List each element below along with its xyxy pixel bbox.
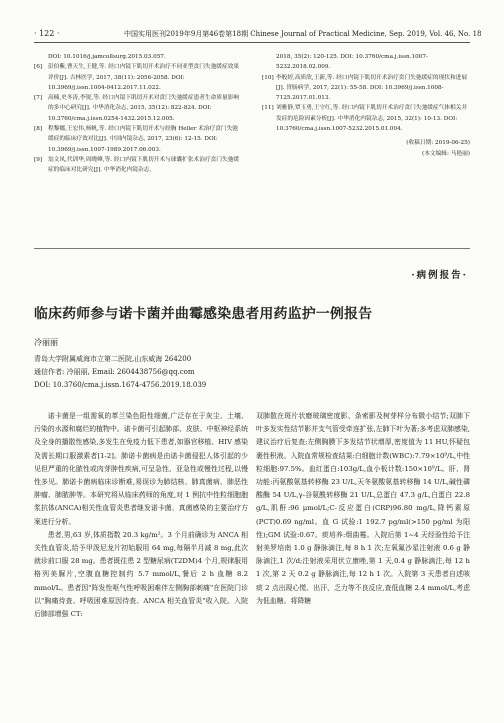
reference-item bbox=[34, 124, 242, 155]
doi: DOI: 10.3760/cma.j.issn.1674-4756.2019.18.039 bbox=[34, 381, 207, 389]
reference-text: 彭伯紫,曹天生,王健,等. 经口内镜下肌切开术治疗不同亚型贲门失弛缓症效果评价[J]. 吉林医学, 2017, 38(11): 2056-2058. DOI: 10.3969/j.issn.1004-0412.2017.11.022. bbox=[48, 64, 240, 91]
reference-text: 程黎娜,王宏伟,杨帆,等. 经口内镜下肌切开术与经胸 Heller 术治疗贲门失弛缓症的临床疗效对比[J]. 中国内镜杂志, 2017, 23(6): 12-15. DOI: 10.3969/j.issn.1007-1989.2017.06.003. bbox=[48, 126, 238, 153]
reference-item bbox=[34, 52, 242, 62]
reference-continuation: 2018, 35(2): 120-125. DOI: 10.3760/cma.j.issn.1007-5232.2018.02.009. bbox=[276, 54, 428, 71]
page-number: · 122 · bbox=[34, 29, 60, 38]
body-paragraph: 诺卡菌是一组需氧的革兰染色阳性细菌,广泛存在于灰尘、土壤、污染的水源和腐烂的植物中。诺卡菌可引起肺部、皮肤、中枢神经系统及全身的播散性感染,多发生在免疫力低下患者,如器官移植、HIV 感染及需长期口服激素者[1-2]。肺诺卡菌病是由诺卡菌侵犯人体引起的少见但严重的化脓性或肉芽肿性疾病,可呈急性、亚急性或慢性过程,以慢性多见。肺诺卡菌病临床诊断难,易误诊为肺结核、肺真菌病、肺恶性肿瘤、肺脓肿等。本研究将从临床药师的角度,对 1 例抗中性粒细胞胞浆抗体(ANCA)相关性血管炎患者继发诺卡菌、真菌感染的主要治疗方案进行分析。 bbox=[34, 412, 248, 526]
section-divider bbox=[34, 248, 470, 249]
reference-number bbox=[34, 52, 48, 62]
reference-item bbox=[34, 155, 242, 176]
reference-item bbox=[262, 73, 470, 104]
article-meta bbox=[34, 353, 206, 392]
reference-text: 李般婷,高质欣,王新,等. 经口内镜下肌切开术治疗贲门失弛缓症的现状和进展[J]. 胃肠病学, 2017, 22(1): 55-58. DOI: 10.3969/j.issn.1008-7125.2017.01.013. bbox=[276, 74, 468, 102]
references-right-column bbox=[262, 52, 470, 159]
article-title: 临床药师参与诺卡菌并曲霉感染患者用药监护一例报告 bbox=[34, 306, 373, 322]
body-paragraph: 双肺散在斑片状磨玻璃密度影、条索影及树芽样分布微小结节;双肺下叶多发实性结节影并支气管受牵连扩张,左肺下叶为著;多考虑双肺感染,建议治疗后复查;左侧胸膜下多发结节状增厚,密度值为 11 HU,怀疑包裹性积液。入院血常规检查结果:白细胞计数(WBC):7.79×10⁹/L,中性粒细胞:97.5%。血红蛋白:103g/L,血小板计数:150×10⁹/L。肝、肾功能:丙氨酸氨基转移酶 23 U/L,天冬氨酸氨基转移酶 14 U/L,碱性磷酸酶 54 U/L,γ-谷氨酰转移酶 21 U/L,总蛋白 47.3 g/L,白蛋白 22.8 g/L,肌酐:96 μmol/L;C-反应蛋白(CRP)96.80 mg/L,降钙素原(PCT)0.69 ng/ml。血 G 试验:1 192.7 pg/ml(>150 pg/ml 为阳性);GM 试验:0.67。痰培养:烟曲霉。入院后第 1~4 天经验性给予注射美罗培南 1.0 g 静脉滴注,每 8 h 1 次;左氧氟沙星注射液 0.6 g 静脉滴注,1 次/d;注射液采用伏立康唑,第 1 天,0.4 g 静脉滴注,每 12 h 1 次,第 2 天 0.2 g 静脉滴注,每 12 h 1 次。入院第 3 天患者自述咳痰 2 点出现心慌、出汗、乏力等不良反应,查低血糖 2.4 mmol/L,考虑为低血糖。将降糖 bbox=[256, 412, 471, 605]
received-date: (收稿日期: 2019-06-25) bbox=[406, 140, 470, 147]
reference-item bbox=[34, 62, 242, 93]
references-left-column bbox=[34, 52, 242, 176]
reference-number: [10] bbox=[262, 74, 274, 81]
affiliation: 青岛大学附属威海市立第二医院,山东威海 264200 bbox=[34, 355, 192, 363]
reference-item bbox=[262, 103, 470, 134]
reference-item bbox=[34, 93, 242, 124]
column-name: ·病例报告· bbox=[411, 270, 468, 281]
reference-text: 刘雅静,覃玉勇,王守红,等. 经口内镜下肌切开术治疗贲门失弛缓症气体相关并发症的危险因素分析[J]. 中华消化内镜杂志, 2015, 32(1): 10-13. DOI: 10.3760/cma.j.issn.1007-5232.2015.01.004. bbox=[276, 105, 468, 133]
editor-note: (本文编辑: 马艳丽) bbox=[422, 150, 470, 157]
reference-number: [7] bbox=[34, 95, 43, 102]
reference-number: [6] bbox=[34, 64, 43, 71]
reference-text: 翁文凤,代训华,周晓峰,等. 经口内镜下肌切开术与球囊扩张术治疗贲门失弛缓症的临床对比研究[J]. 中华消化内镜杂志, bbox=[48, 156, 240, 174]
reference-text: DOI: 10.1016/j.jamcollsurg.2015.03.057. bbox=[48, 54, 166, 60]
journal-title: 中国实用医刊2019年9月第46卷第18期 Chinese Journal of Practical Medicine, Sep. 2019, Vol. 46, No. 18 bbox=[124, 30, 482, 38]
body-right-column bbox=[256, 410, 470, 608]
body-paragraph: 患者,男,63 岁,体质指数 20.3 kg/m²。3 个月前确诊为 ANCA 相关性血管炎,给予甲泼尼龙片初始服用 64 mg,每隔半月减 8 mg,此次就诊前口服 28 mg。患者既往患 2 型糖尿病(T2DM)4 个月,规律服用格列美脲片,空腹血糖控制约 5.7 mmol/L,餐后 2 h 血糖 8.2 mmol/L。患者因"阵发性呕气性呼吸困难伴左侧胸部刺痛"在医院门诊以"胸痛待查、呼吸困难原因待查、ANCA 相关血管炎"收入院。入院后肺部增强 CT: bbox=[34, 530, 248, 619]
body-left-column bbox=[34, 410, 248, 621]
author: 冷丽丽 bbox=[34, 338, 58, 347]
reference-number: [8] bbox=[34, 126, 43, 133]
correspondence: 通信作者: 冷丽丽, Email: 2604438756@qq.com bbox=[34, 368, 195, 376]
reference-number: [9] bbox=[34, 156, 43, 163]
running-header bbox=[34, 28, 482, 43]
reference-number: [11] bbox=[262, 105, 274, 112]
reference-text: 高楠,史冬涛,李锐,等. 经口内镜下肌切开术对贲门失弛缓症患者生命质量影响的多中心研究[J]. 中华消化杂志, 2015, 35(12): 822-824. DOI: 10.3760/cma.j.issn.0254-1432.2015.12.005. bbox=[48, 95, 240, 122]
